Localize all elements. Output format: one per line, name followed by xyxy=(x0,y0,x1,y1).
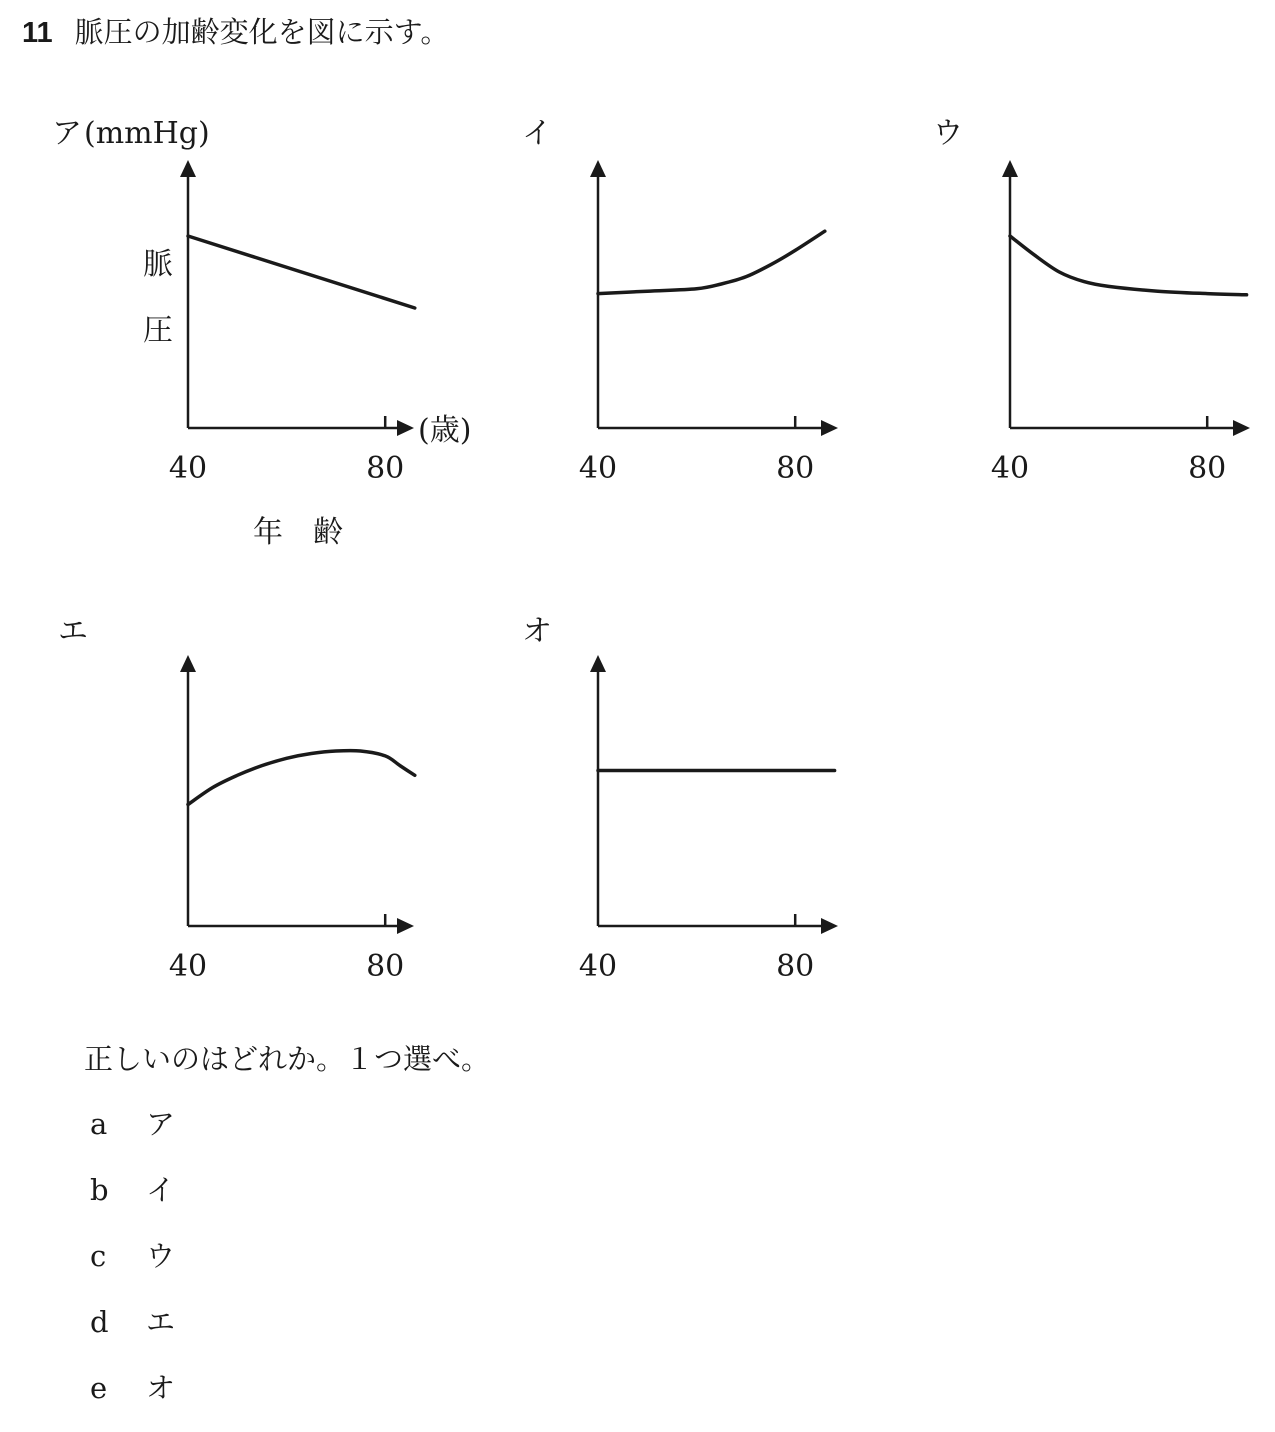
panel-label: オ xyxy=(522,614,552,649)
choice-letter: a xyxy=(90,1107,108,1141)
y-axis-unit: (mmHg) xyxy=(84,116,210,151)
x-axis-arrow-icon xyxy=(397,420,414,436)
x-tick-label: 80 xyxy=(366,451,405,486)
chart-panel-2 xyxy=(522,116,838,486)
x-axis-arrow-icon xyxy=(821,918,838,934)
x-tick-label: 80 xyxy=(776,949,815,984)
choice-label: エ xyxy=(146,1305,176,1339)
choice-d[interactable] xyxy=(90,1300,175,1366)
pulse-pressure-line xyxy=(1010,236,1247,295)
choice-letter: b xyxy=(90,1173,109,1207)
y-axis-arrow-icon xyxy=(590,160,606,177)
x-tick-label: 40 xyxy=(168,949,208,984)
choice-label: ア xyxy=(146,1107,176,1141)
panel-label: エ xyxy=(58,614,88,649)
choice-a[interactable] xyxy=(90,1102,175,1168)
chart-panel-1 xyxy=(0,0,471,550)
choice-letter: e xyxy=(90,1371,108,1405)
x-axis-arrow-icon xyxy=(821,420,838,436)
choice-label: ウ xyxy=(146,1239,176,1273)
pulse-pressure-line xyxy=(188,236,415,308)
chart-panel-5 xyxy=(522,614,838,984)
x-tick-label: 40 xyxy=(990,451,1030,486)
choice-c[interactable] xyxy=(90,1234,175,1300)
x-tick-label: 80 xyxy=(366,949,405,984)
panel-label: ウ xyxy=(933,116,963,151)
question-text: 脈圧の加齢変化を図に示す。 xyxy=(74,15,450,49)
choice-letter: d xyxy=(90,1305,109,1339)
chart-panel-3 xyxy=(933,116,1250,486)
x-axis-arrow-icon xyxy=(1233,420,1250,436)
chart-panel-4 xyxy=(58,614,415,984)
y-axis-arrow-icon xyxy=(180,655,196,672)
choice-e[interactable] xyxy=(90,1366,175,1432)
y-axis-arrow-icon xyxy=(590,655,606,672)
panel-label: イ xyxy=(522,116,552,151)
panel-label: ア xyxy=(52,116,82,151)
y-axis-label-char: 脈 xyxy=(143,247,173,282)
y-axis-arrow-icon xyxy=(1002,160,1018,177)
x-tick-label: 40 xyxy=(578,451,618,486)
y-axis-arrow-icon xyxy=(180,160,196,177)
question-number: 11 xyxy=(22,17,53,49)
question-prompt: 正しいのはどれか。１つ選べ。 xyxy=(84,1042,491,1076)
pulse-pressure-line xyxy=(188,751,415,805)
choice-b[interactable] xyxy=(90,1168,175,1234)
x-axis-label: 年 齢 xyxy=(253,515,343,550)
x-axis-arrow-icon xyxy=(397,918,414,934)
choice-label: イ xyxy=(146,1173,176,1207)
x-axis-unit: (歳) xyxy=(418,413,472,448)
x-tick-label: 80 xyxy=(1188,451,1227,486)
answer-choices xyxy=(90,1102,175,1432)
x-tick-label: 40 xyxy=(578,949,618,984)
x-tick-label: 40 xyxy=(168,451,208,486)
pulse-pressure-line xyxy=(598,231,825,293)
x-tick-label: 80 xyxy=(776,451,815,486)
choice-label: オ xyxy=(146,1371,176,1405)
y-axis-label-char: 圧 xyxy=(143,313,173,348)
choice-letter: c xyxy=(90,1239,107,1273)
